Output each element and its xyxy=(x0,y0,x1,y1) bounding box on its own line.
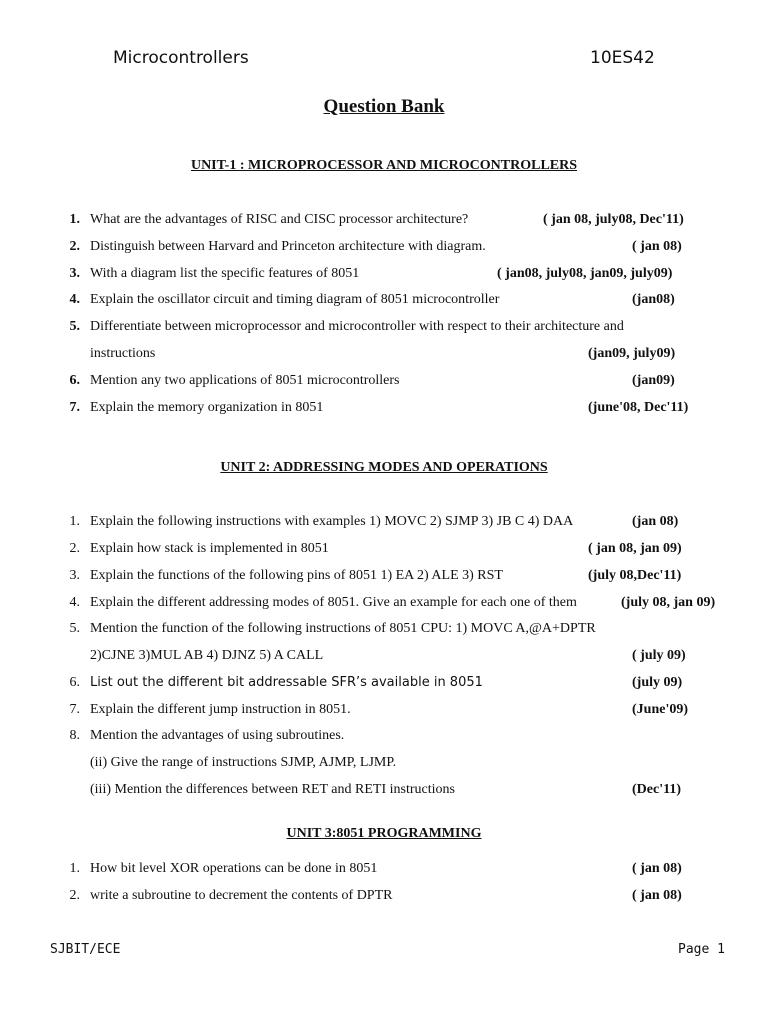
unit2-question-4 xyxy=(0,595,768,615)
course-code: 10ES42 xyxy=(590,48,655,68)
question-number: 1. xyxy=(69,861,80,876)
question-number: 1. xyxy=(69,212,80,227)
unit2-question-1 xyxy=(0,514,768,534)
unit1-question-5 xyxy=(0,319,768,339)
question-text: Differentiate between microprocessor and microcontroller with respect to their architecture and xyxy=(90,319,624,334)
question-text-cont: (ii) Give the range of instructions SJMP, AJMP, LJMP. xyxy=(90,755,397,770)
exam-dates: (jan09, july09) xyxy=(588,346,676,361)
exam-dates: ( jan 08) xyxy=(632,239,682,254)
unit3-question-1 xyxy=(0,861,768,881)
exam-dates: (july 08,Dec'11) xyxy=(588,568,682,583)
question-text: Distinguish between Harvard and Princeton architecture with diagram. xyxy=(90,239,486,254)
question-text: Mention the function of the following instructions of 8051 CPU: 1) MOVC A,@A+DPTR xyxy=(90,621,596,636)
unit2-question-8 xyxy=(0,728,768,748)
question-number: 5. xyxy=(69,621,80,636)
question-number: 6. xyxy=(69,675,80,690)
exam-dates: (jan09) xyxy=(632,373,675,388)
question-number: 2. xyxy=(69,239,80,254)
unit1-question-1 xyxy=(0,212,768,232)
unit3-heading: UNIT 3:8051 PROGRAMMING xyxy=(286,826,482,841)
exam-dates: ( jan08, july08, jan09, july09) xyxy=(497,266,673,281)
unit2-heading: UNIT 2: ADDRESSING MODES AND OPERATIONS xyxy=(220,460,548,475)
question-text: Explain the oscillator circuit and timing diagram of 8051 microcontroller xyxy=(90,292,500,307)
question-text: write a subroutine to decrement the contents of DPTR xyxy=(90,888,393,903)
footer-department: SJBIT/ECE xyxy=(50,942,121,957)
question-text: Explain the functions of the following pins of 8051 1) EA 2) ALE 3) RST xyxy=(90,568,503,583)
unit1-question-4 xyxy=(0,292,768,312)
exam-dates: (jan 08) xyxy=(632,514,679,529)
question-number: 3. xyxy=(69,266,80,281)
question-text: What are the advantages of RISC and CISC processor architecture? xyxy=(90,212,469,227)
unit2-question-5 xyxy=(0,621,768,641)
unit1-question-6 xyxy=(0,373,768,393)
question-number: 2. xyxy=(69,888,80,903)
unit2-question-7 xyxy=(0,702,768,722)
exam-dates: ( jan 08, jan 09) xyxy=(588,541,682,556)
question-number: 2. xyxy=(69,541,80,556)
question-text: How bit level XOR operations can be done in 8051 xyxy=(90,861,378,876)
course-name: Microcontrollers xyxy=(113,48,249,68)
question-text: Explain the different addressing modes of 8051. Give an example for each one of them xyxy=(90,595,577,610)
exam-dates: (june'08, Dec'11) xyxy=(588,400,689,415)
question-text: With a diagram list the specific features of 8051 xyxy=(90,266,360,281)
unit2-question-3 xyxy=(0,568,768,588)
question-number: 4. xyxy=(69,595,80,610)
unit2-question-8-part-ii xyxy=(0,755,768,775)
unit1-question-2 xyxy=(0,239,768,259)
page-title: Question Bank xyxy=(323,96,445,117)
exam-dates: (july 09) xyxy=(632,675,683,690)
unit2-question-6 xyxy=(0,675,768,695)
question-text: List out the different bit addressable SFR’s available in 8051 xyxy=(90,675,483,690)
question-number: 3. xyxy=(69,568,80,583)
exam-dates: (july 08, jan 09) xyxy=(621,595,716,610)
question-text: Explain how stack is implemented in 8051 xyxy=(90,541,329,556)
question-number: 7. xyxy=(69,702,80,717)
unit1-question-5-cont xyxy=(0,346,768,366)
exam-dates: ( jan 08) xyxy=(632,861,682,876)
unit1-heading: UNIT-1 : MICROPROCESSOR AND MICROCONTROLLERS xyxy=(190,158,578,173)
unit1-question-7 xyxy=(0,400,768,420)
exam-dates: ( jan 08) xyxy=(632,888,682,903)
question-number: 5. xyxy=(69,319,80,334)
question-number: 1. xyxy=(69,514,80,529)
exam-dates: ( july 09) xyxy=(632,648,686,663)
exam-dates: ( jan 08, july08, Dec'11) xyxy=(543,212,684,227)
question-number: 4. xyxy=(69,292,80,307)
page-number: Page 1 xyxy=(678,942,725,957)
question-text: Mention any two applications of 8051 microcontrollers xyxy=(90,373,400,388)
question-text-cont: instructions xyxy=(90,346,156,361)
unit1-question-3 xyxy=(0,266,768,286)
question-text: Explain the different jump instruction in 8051. xyxy=(90,702,351,717)
exam-dates: (jan08) xyxy=(632,292,675,307)
question-number: 7. xyxy=(69,400,80,415)
question-text-cont: 2)CJNE 3)MUL AB 4) DJNZ 5) A CALL xyxy=(90,648,324,663)
unit3-question-2 xyxy=(0,888,768,908)
question-number: 8. xyxy=(69,728,80,743)
question-text: Explain the following instructions with examples 1) MOVC 2) SJMP 3) JB C 4) DAA xyxy=(90,514,574,529)
unit2-question-2 xyxy=(0,541,768,561)
exam-dates: (June'09) xyxy=(632,702,688,717)
question-number: 6. xyxy=(69,373,80,388)
exam-dates: (Dec'11) xyxy=(632,782,681,797)
question-text-cont: (iii) Mention the differences between RET and RETI instructions xyxy=(90,782,455,797)
unit2-question-5-cont xyxy=(0,648,768,668)
unit2-question-8-part-iii xyxy=(0,782,768,802)
question-text: Mention the advantages of using subroutines. xyxy=(90,728,345,743)
question-text: Explain the memory organization in 8051 xyxy=(90,400,324,415)
